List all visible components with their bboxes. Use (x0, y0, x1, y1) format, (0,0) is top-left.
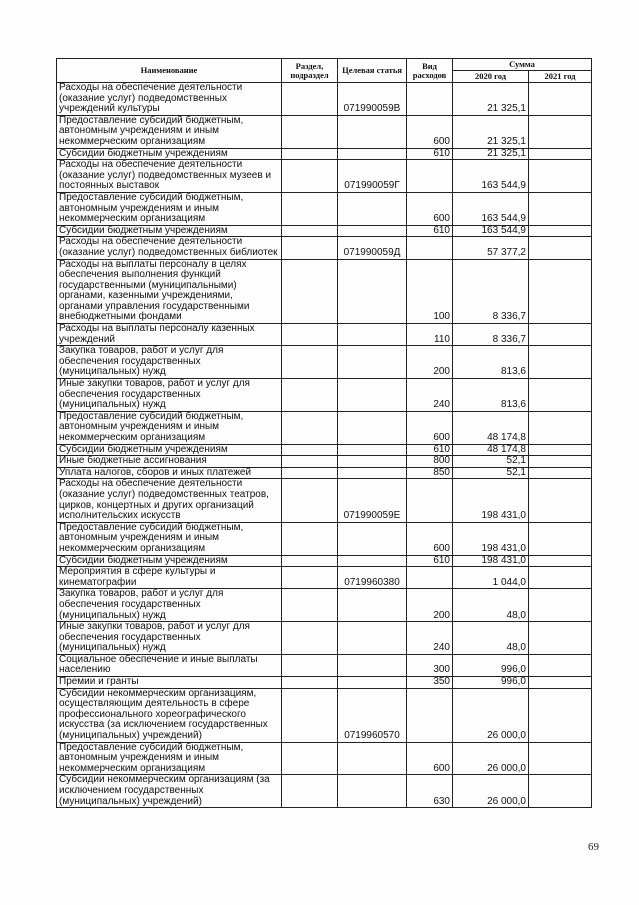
row-target (338, 522, 407, 555)
header-2020: 2020 год (453, 71, 529, 83)
row-sum-2021 (529, 192, 592, 225)
row-name: Закупка товаров, работ и услуг для обеспечения государственных (муниципальных) нужд (57, 346, 282, 379)
row-section (282, 589, 338, 622)
row-sum-2020: 996,0 (453, 654, 529, 676)
row-type (407, 160, 453, 193)
row-sum-2021 (529, 654, 592, 676)
row-target: 071990059В (338, 83, 407, 116)
row-sum-2021 (529, 589, 592, 622)
table-row (57, 688, 592, 742)
row-name: Закупка товаров, работ и услуг для обеспечения государственных (муниципальных) нужд (57, 589, 282, 622)
row-sum-2021 (529, 688, 592, 742)
table-row (57, 148, 592, 160)
row-sum-2021 (529, 775, 592, 808)
row-sum-2020: 48 174,8 (453, 444, 529, 456)
row-type: 610 (407, 444, 453, 456)
row-name: Расходы на обеспечение деятельности (оказание услуг) подведомственных библиотек (57, 237, 282, 259)
row-sum-2021 (529, 237, 592, 259)
row-name: Расходы на обеспечение деятельности (оказание услуг) подведомственных музеев и постоянных выставок (57, 160, 282, 193)
row-section (282, 742, 338, 775)
table-row (57, 115, 592, 148)
row-sum-2020: 8 336,7 (453, 259, 529, 324)
row-sum-2020: 26 000,0 (453, 775, 529, 808)
row-sum-2020: 8 336,7 (453, 324, 529, 346)
row-target (338, 456, 407, 468)
row-sum-2021 (529, 522, 592, 555)
row-target: 071990059Е (338, 479, 407, 522)
row-name: Предоставление субсидий бюджетным, автономным учреждениям и иным некоммерческим организациям (57, 115, 282, 148)
row-sum-2020: 163 544,9 (453, 160, 529, 193)
table-row (57, 259, 592, 324)
row-section (282, 192, 338, 225)
row-sum-2020: 21 325,1 (453, 148, 529, 160)
row-type: 100 (407, 259, 453, 324)
table-row (57, 411, 592, 444)
row-name: Социальное обеспечение и иные выплаты населению (57, 654, 282, 676)
row-target (338, 115, 407, 148)
row-type: 600 (407, 192, 453, 225)
row-sum-2020: 996,0 (453, 677, 529, 689)
row-section (282, 677, 338, 689)
row-type (407, 83, 453, 116)
row-type: 600 (407, 411, 453, 444)
row-target (338, 259, 407, 324)
table-row (57, 589, 592, 622)
row-section (282, 467, 338, 479)
row-sum-2021 (529, 148, 592, 160)
row-type: 350 (407, 677, 453, 689)
row-section (282, 456, 338, 468)
row-sum-2021 (529, 259, 592, 324)
row-target (338, 379, 407, 412)
row-target (338, 654, 407, 676)
row-sum-2021 (529, 411, 592, 444)
row-name: Расходы на выплаты персоналу казенных учреждений (57, 324, 282, 346)
row-sum-2021 (529, 456, 592, 468)
row-type (407, 567, 453, 589)
row-target (338, 444, 407, 456)
row-name: Иные закупки товаров, работ и услуг для обеспечения государственных (муниципальных) нужд (57, 379, 282, 412)
row-section (282, 622, 338, 655)
table-row (57, 555, 592, 567)
row-type: 240 (407, 622, 453, 655)
header-2021: 2021 год (529, 71, 592, 83)
row-sum-2020: 163 544,9 (453, 225, 529, 237)
row-sum-2020: 52,1 (453, 467, 529, 479)
row-section (282, 346, 338, 379)
row-type: 300 (407, 654, 453, 676)
row-sum-2020: 163 544,9 (453, 192, 529, 225)
table-row (57, 522, 592, 555)
row-name: Предоставление субсидий бюджетным, автономным учреждениям и иным некоммерческим организациям (57, 411, 282, 444)
row-sum-2020: 1 044,0 (453, 567, 529, 589)
row-sum-2021 (529, 622, 592, 655)
row-section (282, 688, 338, 742)
table-row (57, 677, 592, 689)
row-sum-2021 (529, 444, 592, 456)
row-target (338, 411, 407, 444)
row-sum-2020: 813,6 (453, 379, 529, 412)
row-section (282, 324, 338, 346)
table-row (57, 479, 592, 522)
row-type: 200 (407, 346, 453, 379)
row-section (282, 259, 338, 324)
row-sum-2020: 26 000,0 (453, 688, 529, 742)
row-target (338, 622, 407, 655)
row-sum-2020: 48 174,8 (453, 411, 529, 444)
table-row (57, 83, 592, 116)
row-sum-2021 (529, 379, 592, 412)
row-sum-2020: 52,1 (453, 456, 529, 468)
table-row (57, 379, 592, 412)
row-target (338, 148, 407, 160)
row-target (338, 589, 407, 622)
row-name: Расходы на обеспечение деятельности (оказание услуг) подведомственных театров, цирков, концертных и других организаций исполнительских искусств (57, 479, 282, 522)
row-target: 0719960380 (338, 567, 407, 589)
row-section (282, 160, 338, 193)
row-type: 110 (407, 324, 453, 346)
row-target (338, 775, 407, 808)
table-row (57, 456, 592, 468)
budget-table (56, 58, 592, 808)
row-name: Премии и гранты (57, 677, 282, 689)
table-row (57, 654, 592, 676)
row-target: 071990059Г (338, 160, 407, 193)
row-type: 600 (407, 742, 453, 775)
row-name: Предоставление субсидий бюджетным, автономным учреждениям и иным некоммерческим организациям (57, 742, 282, 775)
row-type: 610 (407, 225, 453, 237)
row-sum-2020: 48,0 (453, 622, 529, 655)
row-sum-2020: 813,6 (453, 346, 529, 379)
row-target (338, 346, 407, 379)
row-section (282, 411, 338, 444)
row-sum-2021 (529, 479, 592, 522)
table-row (57, 742, 592, 775)
row-sum-2020: 48,0 (453, 589, 529, 622)
row-target: 0719960570 (338, 688, 407, 742)
row-section (282, 115, 338, 148)
row-type: 850 (407, 467, 453, 479)
row-sum-2020: 198 431,0 (453, 555, 529, 567)
row-section (282, 379, 338, 412)
header-target: Целевая статья (338, 59, 407, 83)
row-name: Иные бюджетные ассигнования (57, 456, 282, 468)
row-type: 600 (407, 522, 453, 555)
row-type: 610 (407, 555, 453, 567)
header-name: Наименование (57, 59, 282, 83)
row-name: Иные закупки товаров, работ и услуг для обеспечения государственных (муниципальных) нужд (57, 622, 282, 655)
row-sum-2021 (529, 83, 592, 116)
row-name: Предоставление субсидий бюджетным, автономным учреждениям и иным некоммерческим организациям (57, 192, 282, 225)
row-name: Субсидии бюджетным учреждениям (57, 148, 282, 160)
row-name: Субсидии бюджетным учреждениям (57, 444, 282, 456)
table-row (57, 160, 592, 193)
row-section (282, 567, 338, 589)
row-section (282, 654, 338, 676)
row-section (282, 148, 338, 160)
row-name: Расходы на обеспечение деятельности (оказание услуг) подведомственных учреждений культуры (57, 83, 282, 116)
row-sum-2021 (529, 324, 592, 346)
row-name: Расходы на выплаты персоналу в целях обеспечения выполнения функций государственными (муниципальными) органами, казенными учреждениями, органами управления государственными внебюджетными фондами (57, 259, 282, 324)
row-name: Субсидии бюджетным учреждениям (57, 225, 282, 237)
row-sum-2021 (529, 160, 592, 193)
row-section (282, 237, 338, 259)
row-sum-2021 (529, 467, 592, 479)
table-row (57, 237, 592, 259)
row-type: 800 (407, 456, 453, 468)
row-section (282, 479, 338, 522)
row-type (407, 479, 453, 522)
row-section (282, 522, 338, 555)
row-section (282, 555, 338, 567)
table-row (57, 192, 592, 225)
header-sum: Сумма (453, 59, 592, 71)
row-sum-2020: 21 325,1 (453, 115, 529, 148)
row-target (338, 192, 407, 225)
table-header (57, 59, 592, 83)
header-section: Раздел, подраздел (282, 59, 338, 83)
row-target: 071990059Д (338, 237, 407, 259)
row-type (407, 688, 453, 742)
row-type: 600 (407, 115, 453, 148)
table-row (57, 622, 592, 655)
table-row (57, 444, 592, 456)
row-sum-2020: 198 431,0 (453, 522, 529, 555)
row-sum-2021 (529, 555, 592, 567)
row-sum-2020: 26 000,0 (453, 742, 529, 775)
row-sum-2021 (529, 346, 592, 379)
row-name: Субсидии некоммерческим организациям (за исключением государственных (муниципальных) учреждений) (57, 775, 282, 808)
table-row (57, 324, 592, 346)
row-name: Субсидии некоммерческим организациям, осуществляющим деятельность в сфере профессионального хореографического искусства (за исключением государственных (муниципальных) учреждений) (57, 688, 282, 742)
row-target (338, 225, 407, 237)
row-section (282, 444, 338, 456)
row-name: Мероприятия в сфере культуры и кинематографии (57, 567, 282, 589)
row-name: Предоставление субсидий бюджетным, автономным учреждениям и иным некоммерческим организациям (57, 522, 282, 555)
header-type: Вид расходов (407, 59, 453, 83)
row-name: Субсидии бюджетным учреждениям (57, 555, 282, 567)
table-row (57, 567, 592, 589)
row-sum-2020: 21 325,1 (453, 83, 529, 116)
row-target (338, 742, 407, 775)
row-target (338, 555, 407, 567)
row-type: 630 (407, 775, 453, 808)
row-section (282, 83, 338, 116)
row-type (407, 237, 453, 259)
row-sum-2021 (529, 677, 592, 689)
page-number: 69 (588, 841, 599, 853)
row-target (338, 467, 407, 479)
table-row (57, 775, 592, 808)
row-sum-2021 (529, 742, 592, 775)
row-type: 240 (407, 379, 453, 412)
row-sum-2020: 198 431,0 (453, 479, 529, 522)
row-sum-2021 (529, 225, 592, 237)
table-body (57, 83, 592, 808)
row-sum-2021 (529, 567, 592, 589)
row-sum-2021 (529, 115, 592, 148)
row-type: 610 (407, 148, 453, 160)
row-name: Уплата налогов, сборов и иных платежей (57, 467, 282, 479)
row-section (282, 225, 338, 237)
row-target (338, 677, 407, 689)
table-row (57, 346, 592, 379)
row-sum-2020: 57 377,2 (453, 237, 529, 259)
row-target (338, 324, 407, 346)
row-type: 200 (407, 589, 453, 622)
row-section (282, 775, 338, 808)
